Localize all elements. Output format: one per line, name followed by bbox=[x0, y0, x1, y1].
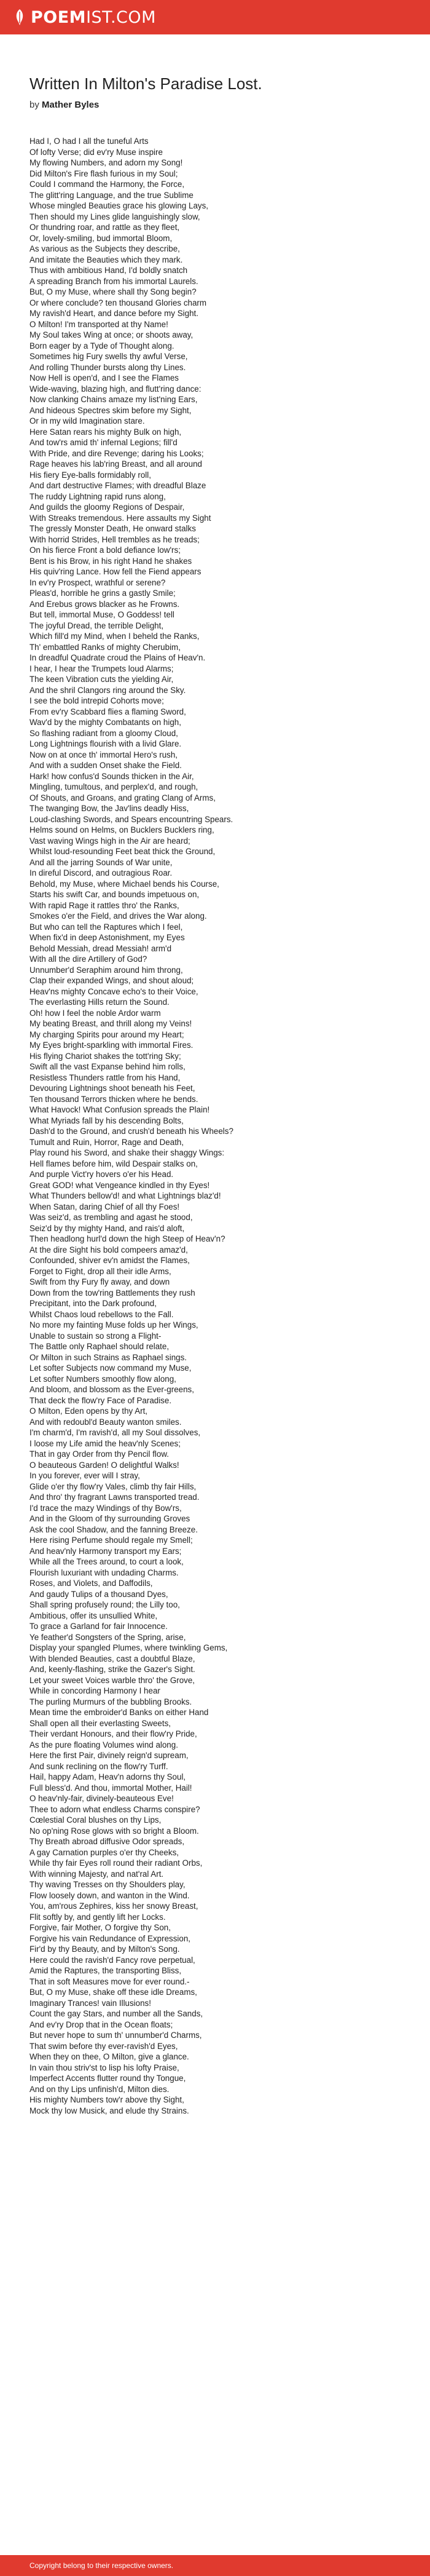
poem-line: My Soul takes Wing at once; or shoots away, bbox=[29, 330, 194, 339]
poem-line: And sunk reclining on the flow'ry Turff. bbox=[29, 1761, 168, 1771]
poem-line: Unnumber'd Seraphim around him throng, bbox=[29, 965, 183, 975]
poem-line: Ten thousand Terrors thicken where he bends. bbox=[29, 1094, 198, 1104]
poem-line: And hideous Spectres skim before my Sight, bbox=[29, 405, 192, 415]
poem-line: With horrid Strides, Hell trembles as he treads; bbox=[29, 534, 200, 544]
poem-line: Whose mingled Beauties grace his glowing Lays, bbox=[29, 201, 209, 210]
poem-line: That swim before thy ever-ravish'd Eyes, bbox=[29, 2041, 178, 2051]
poem-line: With winning Majesty, and nat'ral Art. bbox=[29, 1869, 164, 1879]
poem-line: Swift all the vast Expanse behind him rolls, bbox=[29, 1062, 186, 1071]
poem-line: As the pure floating Volumes wind along. bbox=[29, 1740, 178, 1750]
poem-line: I'm charm'd, I'm ravish'd, all my Soul dissolves, bbox=[29, 1428, 201, 1437]
poem-line: Had I, O had I all the tuneful Arts bbox=[29, 137, 149, 146]
poem-content bbox=[0, 34, 430, 2116]
poem-line: Th' embattled Ranks of mighty Cherubim, bbox=[29, 642, 181, 652]
poem-line: The twanging Bow, the Jav'lins deadly Hiss, bbox=[29, 804, 189, 813]
poem-line: The glitt'ring Language, and the true Sublime bbox=[29, 190, 194, 200]
poem-line: Vast waving Wings high in the Air are heard; bbox=[29, 836, 190, 846]
poem-line: Mean time the embroider'd Banks on either Hand bbox=[29, 1708, 209, 1717]
poem-line: Glide o'er thy flow'ry Vales, climb thy fair Hills, bbox=[29, 1481, 197, 1491]
poem-line: But never hope to sum th' unnumber'd Charms, bbox=[29, 2031, 202, 2040]
poem-line: Helms sound on Helms, on Bucklers Bucklers ring, bbox=[29, 825, 214, 834]
logo-text-main: POEM bbox=[31, 7, 87, 27]
poem-line: Rage heaves his lab'ring Breast, and all around bbox=[29, 459, 202, 469]
poem-line: Behold, my Muse, where Michael bends his Course, bbox=[29, 879, 219, 889]
poem-line: Then headlong hurl'd down the high Steep of Heav'n? bbox=[29, 1234, 225, 1243]
poem-line: Thee to adorn what endless Charms conspire? bbox=[29, 1804, 200, 1814]
poem-line: In dreadful Quadrate croud the Plains of Heav'n. bbox=[29, 653, 206, 662]
site-header bbox=[0, 0, 430, 34]
poem-line: Their verdant Honours, and their flow'ry Pride, bbox=[29, 1729, 197, 1738]
poem-line: Forgive his vain Redundance of Expression, bbox=[29, 1933, 191, 1943]
poem-line: And tow'rs amid th' infernal Legions; fill'd bbox=[29, 438, 178, 447]
poem-line: Or Milton in such Strains as Raphael sings. bbox=[29, 1352, 187, 1362]
poem-line: Of Shouts, and Groans, and grating Clang of Arms, bbox=[29, 793, 216, 803]
poem-line: To grace a Garland for fair Innocence. bbox=[29, 1622, 168, 1631]
poem-line: Forgive, fair Mother, O forgive thy Son, bbox=[29, 1923, 171, 1932]
poem-line: Long Lightnings flourish with a livid Glare. bbox=[29, 739, 182, 748]
poem-line: Cœlestial Coral blushes on thy Lips, bbox=[29, 1815, 162, 1825]
poem-line: Let your sweet Voices warble thro' the Grove, bbox=[29, 1675, 195, 1685]
poem-line: Which fill'd my Mind, when I beheld the Ranks, bbox=[29, 632, 200, 641]
poem-line: Did Milton's Fire flash furious in my Soul; bbox=[29, 168, 178, 178]
poem-body bbox=[29, 136, 430, 2116]
poem-line: Tumult and Ruin, Horror, Rage and Death, bbox=[29, 1137, 184, 1147]
poem-line: I hear, I hear the Trumpets loud Alarms; bbox=[29, 664, 174, 673]
poem-line: With Streaks tremendous. Here assaults my Sight bbox=[29, 513, 211, 523]
poem-line: Ambitious, offer its unsullied White, bbox=[29, 1611, 158, 1620]
poem-line: Flit softly by, and gently lift her Locks. bbox=[29, 1912, 166, 1922]
poem-line: Could I command the Harmony, the Force, bbox=[29, 180, 185, 189]
poem-line: Whilst loud-resounding Feet beat thick the Ground, bbox=[29, 847, 216, 856]
poem-line: In you forever, ever will I stray, bbox=[29, 1471, 140, 1480]
poem-line: Was seiz'd, as trembling and agast he stood, bbox=[29, 1213, 193, 1222]
poem-line: Or where conclude? ten thousand Glories charm bbox=[29, 298, 207, 307]
poem-line: Count the gay Stars, and number all the Sands, bbox=[29, 2009, 203, 2018]
copyright-text: Copyright belong to their respective owners. bbox=[29, 2561, 174, 2570]
poem-line: Flow loosely down, and wanton in the Wind. bbox=[29, 1890, 190, 1900]
poem-line: Hark! how confus'd Sounds thicken in the Air, bbox=[29, 771, 194, 781]
poem-line: His quiv'ring Lance. How fell the Fiend appears bbox=[29, 567, 201, 576]
poem-line: Or thundring roar, and rattle as they fleet, bbox=[29, 223, 180, 232]
poem-line: No more my fainting Muse folds up her Wings, bbox=[29, 1320, 198, 1330]
poem-line: Here could the ravish'd Fancy rove perpetual, bbox=[29, 1955, 195, 1965]
poem-line: With Pride, and dire Revenge; daring his Looks; bbox=[29, 448, 204, 458]
poem-line: When fix'd in deep Astonishment, my Eyes bbox=[29, 933, 185, 942]
poem-line: And on thy Lips unfinish'd, Milton dies. bbox=[29, 2084, 170, 2094]
poem-line: Great GOD! what Vengeance kindled in thy Eyes! bbox=[29, 1180, 210, 1190]
poem-line: Confounded, shiver ev'n amidst the Flames, bbox=[29, 1256, 190, 1265]
poem-line: Starts his swift Car, and bounds impetuous on, bbox=[29, 890, 200, 899]
poem-line: Imaginary Trances! vain Illusions! bbox=[29, 1998, 151, 2008]
poem-line: Flourish luxuriant with undading Charms. bbox=[29, 1567, 179, 1577]
poem-line: A gay Carnation purples o'er thy Cheeks, bbox=[29, 1847, 179, 1857]
poem-line: But tell, immortal Muse, O Goddess! tell bbox=[29, 610, 174, 619]
poem-line: His fiery Eye-balls formidably roll, bbox=[29, 470, 151, 480]
poem-line: That in gay Order from thy Pencil flow. bbox=[29, 1449, 169, 1459]
poem-line: I see the bold intrepid Cohorts move; bbox=[29, 696, 164, 705]
poem-line: Wide-waving, blazing high, and flutt'ring dance: bbox=[29, 384, 201, 394]
poem-line: My charging Spirits pour around my Heart; bbox=[29, 1029, 184, 1039]
poem-line: What Myriads fall by his descending Bolts, bbox=[29, 1116, 184, 1125]
poem-line: Devouring Lightnings shoot beneath his Feet, bbox=[29, 1084, 195, 1093]
author-link[interactable]: Mather Byles bbox=[42, 100, 100, 110]
poem-line: Swift from thy Fury fly away, and down bbox=[29, 1277, 170, 1286]
poem-line: Shall spring profusely round; the Lilly too, bbox=[29, 1600, 180, 1609]
poem-line: What Havock! What Confusion spreads the Plain! bbox=[29, 1105, 210, 1114]
poem-line: Let softer Subjects now command my Muse, bbox=[29, 1363, 192, 1373]
poem-line: From ev'ry Scabbard flies a flaming Sword, bbox=[29, 707, 186, 716]
site-footer bbox=[0, 2555, 430, 2576]
poem-line: O Milton! I'm transported at thy Name! bbox=[29, 319, 168, 329]
poem-line: And rolling Thunder bursts along thy Lines. bbox=[29, 362, 186, 372]
poem-line: And gaudy Tulips of a thousand Dyes, bbox=[29, 1589, 168, 1599]
poem-title: Written In Milton's Paradise Lost. bbox=[29, 74, 262, 93]
poem-line: Amid the Raptures, the transporting Bliss, bbox=[29, 1966, 182, 1975]
poem-line: And ev'ry Drop that in the Ocean floats; bbox=[29, 2019, 173, 2029]
poem-line: Sometimes hig Fury swells thy awful Verse, bbox=[29, 352, 188, 361]
poem-line: Forget to Fight, drop all their idle Arms, bbox=[29, 1266, 171, 1276]
poem-line: In ev'ry Prospect, wrathful or serene? bbox=[29, 577, 166, 587]
poem-line: A spreading Branch from his immortal Laurels. bbox=[29, 276, 198, 286]
poem-line: Let softer Numbers smoothly flow along, bbox=[29, 1374, 176, 1384]
poem-line: With rapid Rage it rattles thro' the Ranks, bbox=[29, 900, 179, 910]
poem-line: My flowing Numbers, and adorn my Song! bbox=[29, 158, 183, 167]
by-label: by bbox=[29, 100, 39, 110]
feather-pen-icon bbox=[14, 9, 26, 26]
poem-line: In vain thou striv'st to lisp his lofty Praise, bbox=[29, 2063, 179, 2072]
poem-line: The everlasting Hills return the Sound. bbox=[29, 997, 170, 1007]
poem-line: And in the Gloom of thy surrounding Groves bbox=[29, 1514, 190, 1523]
poem-line: But, O my Muse, where shall thy Song begin? bbox=[29, 287, 197, 296]
poem-line: Thy waving Tresses on thy Shoulders play, bbox=[29, 1880, 186, 1889]
poem-line: The joyful Dread, the terrible Delight, bbox=[29, 620, 164, 630]
poem-line: And, keenly-flashing, strike the Gazer's Sight. bbox=[29, 1665, 195, 1674]
poem-line: Wav'd by the mighty Combatants on high, bbox=[29, 718, 181, 727]
poem-line: Resistless Thunders rattle from his Hand, bbox=[29, 1072, 181, 1082]
poem-line: What Thunders bellow'd! and what Lightnings blaz'd! bbox=[29, 1191, 221, 1200]
poem-line: Of lofty Verse; did ev'ry Muse inspire bbox=[29, 147, 163, 157]
poem-line: Mock thy low Musick, and elude thy Strains. bbox=[29, 2106, 189, 2115]
poem-line: When they on thee, O Milton, give a glance. bbox=[29, 2052, 189, 2061]
poem-line: His mighty Numbers tow'r above thy Sight, bbox=[29, 2095, 184, 2104]
poem-line: As various as the Subjects they describe, bbox=[29, 244, 180, 253]
poem-line: My beating Breast, and thrill along my Veins! bbox=[29, 1019, 192, 1028]
poem-line: Ask the cool Shadow, and the fanning Breeze. bbox=[29, 1524, 198, 1534]
poem-line: And with redoubl'd Beauty wanton smiles. bbox=[29, 1417, 182, 1427]
poem-line: That deck the flow'ry Face of Paradise. bbox=[29, 1395, 172, 1405]
poem-line: Play round his Sword, and shake their shaggy Wings: bbox=[29, 1148, 225, 1157]
poem-line: Oh! how I feel the noble Ardor warm bbox=[29, 1008, 161, 1018]
poem-line: That in soft Measures move for ever round.- bbox=[29, 1976, 190, 1986]
poem-line: Unable to sustain so strong a Flight- bbox=[29, 1331, 162, 1341]
poem-line: O heav'nly-fair, divinely-beauteous Eve! bbox=[29, 1794, 174, 1803]
poem-line: Thy Breath abroad diffusive Odor spreads, bbox=[29, 1837, 185, 1846]
poem-line: Now clanking Chains amaze my list'ning Ears, bbox=[29, 395, 198, 404]
poem-line: On his fierce Front a bold defiance low'rs; bbox=[29, 545, 181, 555]
poem-line: Roses, and Violets, and Daffodils, bbox=[29, 1579, 153, 1588]
poem-line: And purple Vict'ry hovers o'er his Head. bbox=[29, 1170, 174, 1179]
byline bbox=[29, 100, 430, 110]
poem-line: But, O my Muse, shake off these idle Dreams, bbox=[29, 1987, 197, 1997]
poem-line: Down from the tow'ring Battlements they rush bbox=[29, 1288, 195, 1298]
poem-line: Now Hell is open'd, and I see the Flames bbox=[29, 373, 179, 382]
poem-line: Thus with ambitious Hand, I'd boldly snatch bbox=[29, 266, 188, 275]
poem-line: While thy fair Eyes roll round their radiant Orbs, bbox=[29, 1858, 203, 1868]
poem-line: And dart destructive Flames; with dreadful Blaze bbox=[29, 481, 206, 490]
poem-line: Pleas'd, horrible he grins a gastly Smile; bbox=[29, 589, 176, 598]
poem-line: Mingling, tumultous, and perplex'd, and rough, bbox=[29, 782, 198, 791]
poem-line: Hail, happy Adam, Heav'n adorns thy Soul, bbox=[29, 1772, 186, 1781]
poem-line: And guilds the gloomy Regions of Despair, bbox=[29, 502, 185, 512]
poem-line: Here Satan rears his mighty Bulk on high, bbox=[29, 427, 182, 437]
poem-line: And bloom, and blossom as the Ever-greens, bbox=[29, 1385, 194, 1394]
poem-line: And with a sudden Onset shake the Field. bbox=[29, 761, 182, 770]
poem-line: Dash'd to the Ground, and crush'd beneath his Wheels? bbox=[29, 1127, 233, 1136]
poem-line: Hell flames before him, wild Despair stalks on, bbox=[29, 1159, 198, 1168]
poem-line: Whilst Chaos loud rebellows to the Fall. bbox=[29, 1309, 174, 1319]
poem-line: Smokes o'er the Field, and drives the War along. bbox=[29, 911, 207, 921]
poem-line: Display your spangled Plumes, where twinkling Gems, bbox=[29, 1643, 228, 1652]
logo-text-suffix: IST.COM bbox=[86, 7, 156, 27]
poem-line: At the dire Sight his bold compeers amaz'd, bbox=[29, 1245, 188, 1254]
poem-line: The keen Vibration cuts the yielding Air, bbox=[29, 675, 174, 684]
poem-line: Bent is his Brow, in his right Hand he shakes bbox=[29, 556, 192, 566]
poem-line: So flashing radiant from a gloomy Cloud, bbox=[29, 728, 178, 738]
poem-line: Born eager by a Tyde of Thought along. bbox=[29, 341, 174, 351]
poem-line: The gressly Monster Death, He onward stalks bbox=[29, 524, 196, 533]
poem-line: The ruddy Lightning rapid runs along, bbox=[29, 491, 166, 501]
poem-line: Or in my wild Imagination stare. bbox=[29, 416, 145, 426]
poem-line: The purling Murmurs of the bubbling Brooks. bbox=[29, 1697, 192, 1706]
poem-line: Then should my Lines glide languishingly slow, bbox=[29, 212, 200, 221]
poem-line: And imitate the Beauties which they mark. bbox=[29, 255, 183, 264]
poem-line: Precipitant, into the Dark profound, bbox=[29, 1299, 157, 1308]
poem-line: And all the jarring Sounds of War unite, bbox=[29, 857, 173, 867]
poem-line: When Satan, daring Chief of all thy Foes! bbox=[29, 1202, 180, 1211]
poem-line: Ye feather'd Songsters of the Spring, arise, bbox=[29, 1632, 186, 1642]
poem-line: And thro' thy fragrant Lawns transported tread. bbox=[29, 1492, 200, 1502]
poem-line: No op'ning Rose glows with so bright a Bloom. bbox=[29, 1826, 199, 1836]
poem-line: And heav'nly Harmony transport my Ears; bbox=[29, 1546, 182, 1556]
poem-line: Loud-clashing Swords, and Spears encountring Spears. bbox=[29, 814, 233, 824]
poem-line: Clap their expanded Wings, and shout aloud; bbox=[29, 976, 194, 985]
poem-line: Full bless'd. And thou, immortal Mother, Hail! bbox=[29, 1783, 192, 1793]
poem-line: O Milton, Eden opens by thy Art, bbox=[29, 1406, 148, 1416]
poem-line: Here the first Pair, divinely reign'd supream, bbox=[29, 1751, 189, 1760]
poem-line: Seiz'd by thy mighty Hand, and rais'd aloft, bbox=[29, 1223, 185, 1233]
poem-line: My Eyes bright-sparkling with immortal Fires. bbox=[29, 1040, 194, 1050]
poem-line: In direful Discord, and outragious Roar. bbox=[29, 868, 173, 878]
poem-line: Fir'd by thy Beauty, and by Milton's Song. bbox=[29, 1944, 180, 1954]
poem-line: The Battle only Raphael should relate, bbox=[29, 1342, 170, 1351]
poem-line: Here rising Perfume should regale my Smell; bbox=[29, 1536, 193, 1545]
poem-line: Shall open all their everlasting Sweets, bbox=[29, 1718, 171, 1728]
poem-line: His flying Chariot shakes the tott'ring Sky; bbox=[29, 1051, 181, 1061]
poem-line: Imperfect Accents flutter round thy Tongue, bbox=[29, 2074, 186, 2083]
poem-line: With all the dire Artillery of God? bbox=[29, 954, 147, 964]
poem-line: Or, lovely-smiling, bud immortal Bloom, bbox=[29, 233, 173, 243]
poem-line: Behold Messiah, dread Messiah! arm'd bbox=[29, 943, 172, 953]
poem-line: You, am'rous Zephires, kiss her snowy Breast, bbox=[29, 1901, 198, 1911]
poem-line: My ravish'd Heart, and dance before my Sight. bbox=[29, 309, 198, 318]
poem-line: While all the Trees around, to court a look, bbox=[29, 1557, 184, 1566]
site-logo[interactable] bbox=[14, 8, 156, 27]
poem-line: Now on at once th' immortal Hero's rush, bbox=[29, 750, 178, 759]
poem-line: And Erebus grows blacker as he Frowns. bbox=[29, 599, 180, 609]
poem-line: I'd trace the mazy Windings of thy Bow'rs, bbox=[29, 1503, 182, 1513]
poem-line: Heav'ns mighty Concave echo's to their Voice, bbox=[29, 986, 198, 996]
poem-line: O beauteous Garden! O delightful Walks! bbox=[29, 1460, 179, 1470]
poem-line: And the shril Clangors ring around the Sky. bbox=[29, 685, 186, 695]
poem-line: But who can tell the Raptures which I feel, bbox=[29, 922, 183, 932]
poem-line: I loose my Life amid the heav'nly Scenes; bbox=[29, 1438, 181, 1448]
poem-line: With blended Beauties, cast a doubtful Blaze, bbox=[29, 1654, 195, 1663]
poem-line: While in concording Harmony I hear bbox=[29, 1686, 160, 1695]
